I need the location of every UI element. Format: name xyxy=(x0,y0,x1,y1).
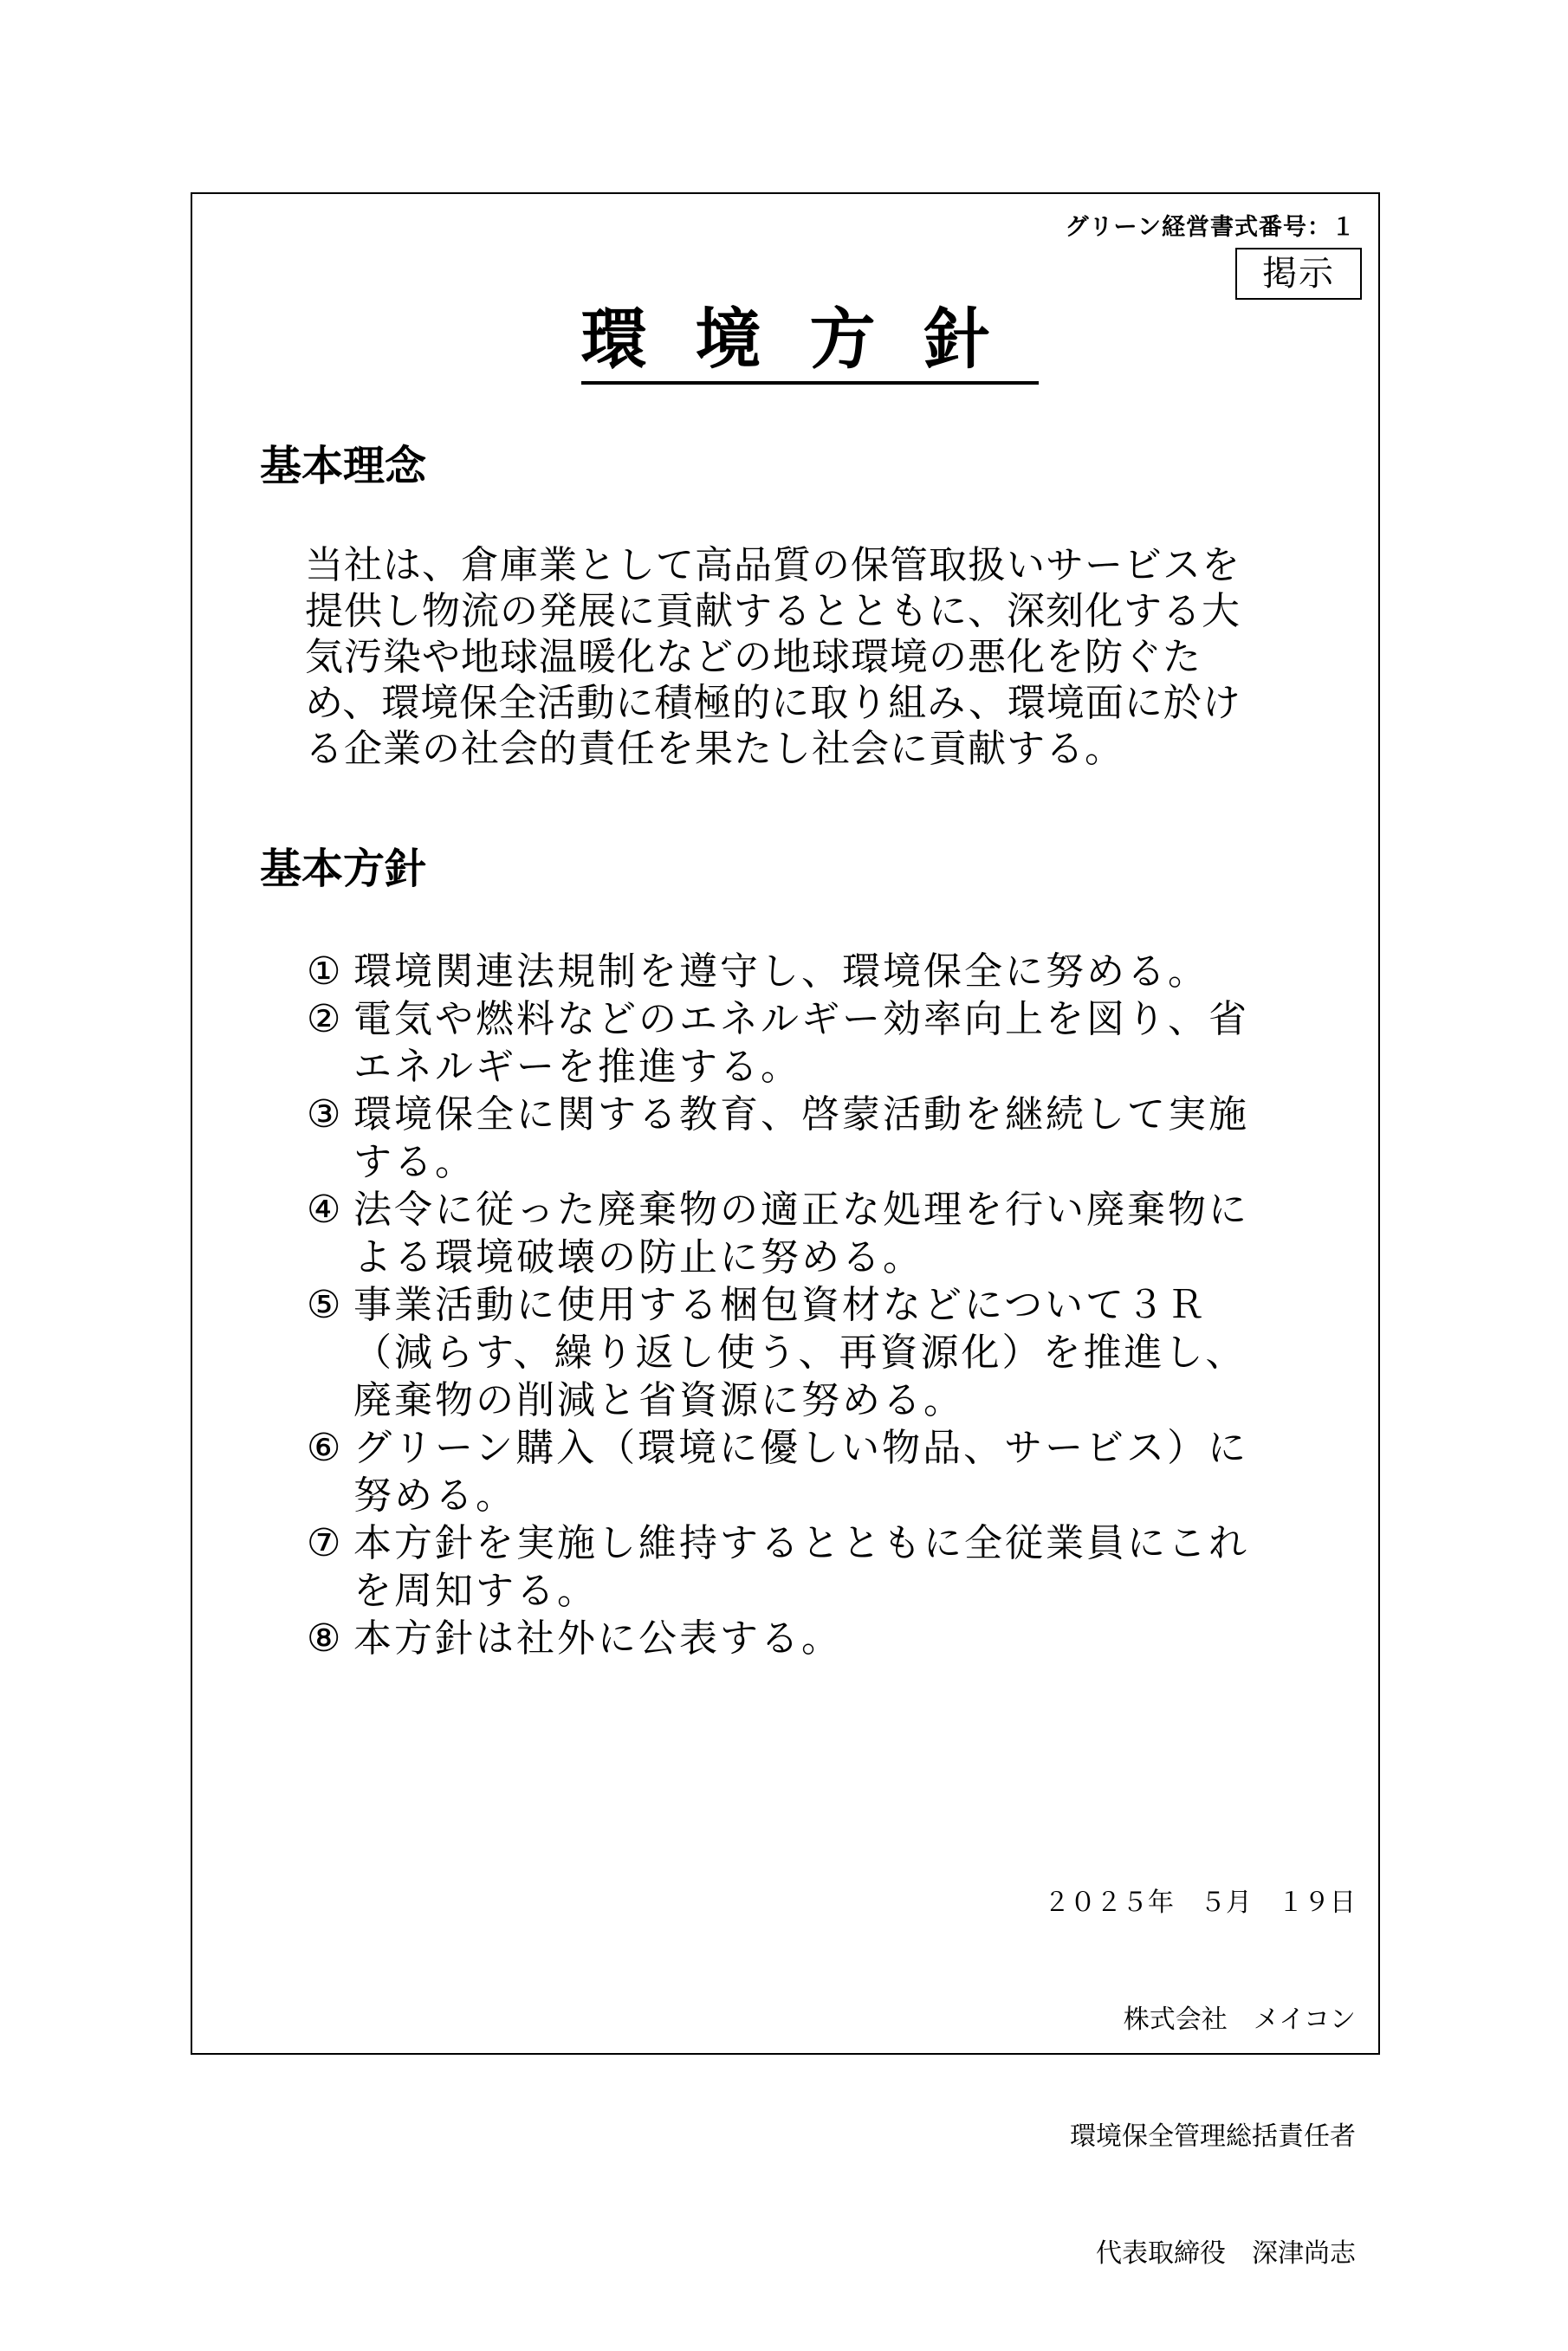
policy-item-number: ② xyxy=(307,997,341,1041)
posted-label-box: 掲示 xyxy=(1235,248,1362,300)
policy-item-number: ⑧ xyxy=(307,1616,341,1661)
form-number: グリーン経営書式番号：１ xyxy=(1065,214,1356,241)
policy-item-text: 環境保全に関する教育、啓蒙活動を継続して実施する。 xyxy=(353,1092,1249,1184)
policy-item-number: ① xyxy=(307,949,341,994)
signature-block xyxy=(1044,1805,1356,2351)
policy-item-number: ④ xyxy=(307,1188,341,1232)
policy-list xyxy=(307,948,1286,1662)
philosophy-heading: 基本理念 xyxy=(260,442,427,490)
policy-heading: 基本方針 xyxy=(260,845,427,893)
policy-item-text: 法令に従った廃棄物の適正な処理を行い廃棄物による環境破壊の防止に努める。 xyxy=(353,1188,1249,1279)
policy-item xyxy=(307,995,1286,1091)
policy-item-text: 事業活動に使用する梱包資材などについて３Ｒ（減らす、繰り返し使う、再資源化）を推進し、廃棄物の削減と省資源に努める。 xyxy=(353,1283,1247,1422)
policy-item xyxy=(307,1615,1286,1662)
issue-date: ２０２５年 ５月 １９日 xyxy=(1044,1888,1356,1918)
policy-item-number: ⑦ xyxy=(307,1521,341,1565)
policy-item xyxy=(307,1186,1286,1281)
policy-item xyxy=(307,1424,1286,1519)
page-title: 環境方針 xyxy=(581,307,1039,385)
signatory-role: 環境保全管理総括責任者 xyxy=(1070,2121,1356,2152)
policy-item-text: 電気や燃料などのエネルギー効率向上を図り、省エネルギーを推進する。 xyxy=(353,997,1249,1089)
policy-item-text: 本方針を実施し維持するとともに全従業員にこれを周知する。 xyxy=(353,1521,1249,1613)
policy-item xyxy=(307,1091,1286,1186)
document-frame xyxy=(191,192,1380,2269)
policy-item-number: ⑤ xyxy=(307,1283,341,1327)
representative-name: 代表取締役 深津尚志 xyxy=(1096,2238,1356,2269)
page-title-container xyxy=(192,301,1378,385)
philosophy-body: 当社は、倉庫業として高品質の保管取扱いサービスを提供し物流の発展に貢献するとともに、深刻化する大気汚染や地球温暖化などの地球環境の悪化を防ぐため、環境保全活動に積極的に取り組み、環境面に於ける企業の社会的責任を果たし社会に貢献する。 xyxy=(305,543,1241,771)
policy-item-text: グリーン購入（環境に優しい物品、サービス）に努める。 xyxy=(353,1426,1249,1518)
company-name: 株式会社 メイコン xyxy=(1123,2005,1356,2035)
policy-item-number: ③ xyxy=(307,1092,341,1137)
policy-item-number: ⑥ xyxy=(307,1426,341,1470)
policy-item-text: 環境関連法規制を遵守し、環境保全に努める。 xyxy=(353,949,1208,994)
policy-item xyxy=(307,1519,1286,1615)
policy-item xyxy=(307,948,1286,995)
policy-item xyxy=(307,1281,1286,1424)
policy-item-text: 本方針は社外に公表する。 xyxy=(353,1616,842,1661)
